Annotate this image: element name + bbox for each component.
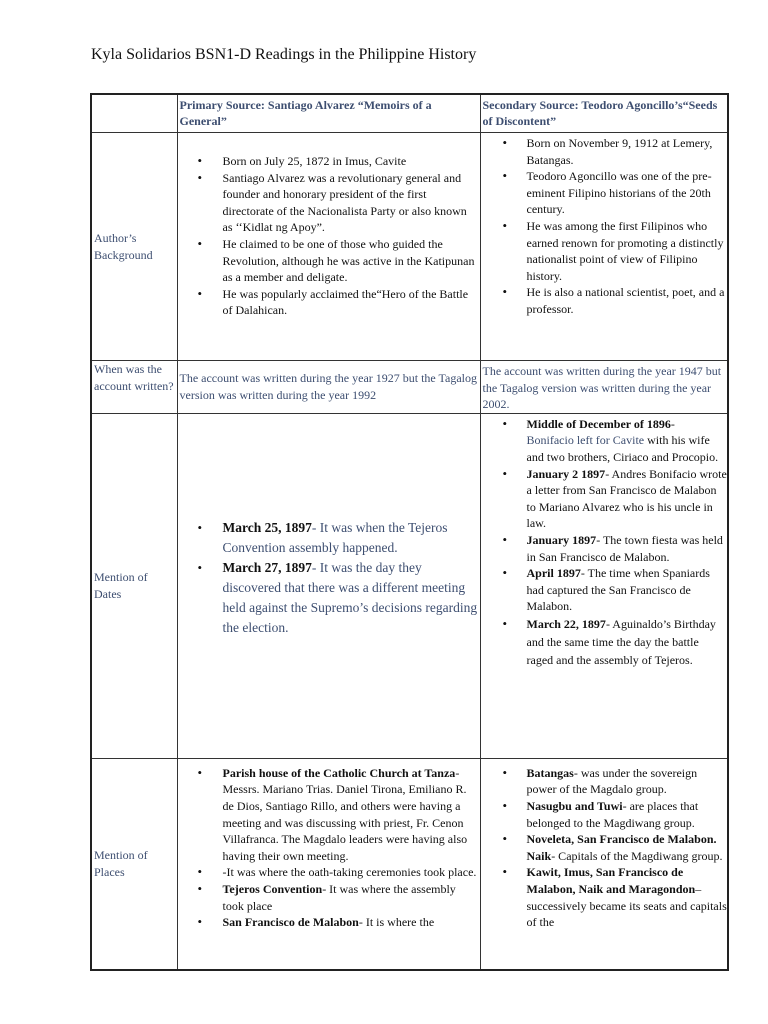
place-text: - was under the sovereign power of the Magdalo group. — [526, 765, 698, 797]
author-secondary-list — [481, 135, 728, 318]
place-label: Nasugbu and Tuwi — [526, 798, 623, 813]
places-secondary-cell — [480, 758, 728, 970]
date-text: - Andres Bonifacio wrote a letter from San Francisco de Malabon to Mariano Alvarez who is his uncle in law. — [526, 466, 727, 531]
place-label: Parish house of the Catholic Church at Tanza — [222, 765, 456, 780]
date-text: - The time when Spaniards had captured the San Francisco de Malabon. — [526, 566, 710, 614]
header-row — [91, 94, 728, 133]
row-label: When was the account written? — [94, 362, 174, 393]
place-text: – successively became its seats and capitals of the — [526, 881, 727, 930]
header-empty-cell — [91, 94, 177, 133]
place-label: Kawit, Imus, San Francisco de Malabon, Naik and Maragondon — [526, 865, 696, 896]
list-item: • He was among the first Filipinos who earned renown for promoting a distinctly nationalist point of view of Filipino history. — [527, 218, 728, 284]
comparison-table — [90, 93, 729, 971]
places-primary-list — [178, 765, 480, 931]
list-item — [527, 798, 728, 831]
when-primary-cell — [177, 361, 480, 414]
date-label: March 22, 1897 — [526, 616, 606, 631]
place-label: Tejeros Convention — [222, 881, 323, 896]
date-text: with his wife and two brothers, Ciriaco and Procopio. — [526, 433, 719, 464]
row-dates — [91, 413, 728, 758]
date-text: - Aguinaldo’s Birthday and the same time the day the battle raged and the assembly of Tejeros. — [526, 616, 716, 667]
list-item: • Teodoro Agoncillo was one of the pre-eminent Filipino historians of the 20th century. — [527, 168, 728, 218]
row-label: Author’s Background — [94, 230, 153, 262]
when-secondary-text: The account was written during the year 1947 but the Tagalog version was written during the year 2002. — [482, 364, 722, 412]
row-label: Mention of Places — [94, 848, 148, 880]
date-label: April 1897 — [526, 566, 581, 581]
date-label: January 2 1897 — [526, 466, 606, 481]
list-item — [223, 914, 480, 931]
header-secondary: Secondary Source: Teodoro Agoncillo’s“Seeds of Discontent” — [482, 98, 718, 128]
when-primary-text: The account was written during the year 1927 but the Tagalog version was written during the year 1992 — [179, 371, 478, 402]
list-item — [527, 864, 728, 930]
list-item — [527, 831, 728, 864]
author-primary-list — [178, 153, 480, 319]
place-label: Batangas — [526, 765, 574, 780]
list-item — [223, 765, 480, 865]
place-text: - Messrs. Mariano Trias. Daniel Tirona, Emiliano R. de Dios, Santiago Rillo, and others were having a meeting and was discussing with priest, Fr. Cenon Villafranca. The Magdalo leaders were having also having their own meeting. — [222, 765, 468, 863]
place-text: - are places that belonged to the Magdiwang group. — [526, 798, 699, 830]
date-text: - — [670, 416, 675, 431]
dates-primary-cell — [177, 413, 480, 758]
list-item — [527, 532, 728, 565]
list-item: • He claimed to be one of those who guided the Revolution, although he was active in the Katipunan as a member and deligate. — [223, 236, 480, 286]
page-title: Kyla Solidarios BSN1-D Readings in the Philippine History — [91, 46, 477, 63]
places-primary-cell — [177, 758, 480, 970]
dates-secondary-list — [481, 416, 728, 669]
list-item: • Santiago Alvarez was a revolutionary general and founder and honorary president of the first directorate of the Nacionalista Party or also known as ‘‘Kidlat ng Apoy”. — [223, 170, 480, 236]
dates-secondary-cell — [480, 413, 728, 758]
list-item — [223, 864, 480, 881]
row-when-label-cell — [91, 361, 177, 414]
author-primary-cell — [177, 133, 480, 361]
dates-primary-list — [178, 518, 480, 638]
date-text: - It was when the Tejeros Convention assembly happened. — [222, 519, 448, 555]
list-item — [527, 466, 728, 532]
row-author-label-cell — [91, 133, 177, 361]
place-label: Noveleta, San Francisco de Malabon. Naik — [526, 832, 717, 863]
list-item: • He is also a national scientist, poet, and a professor. — [527, 284, 728, 317]
place-text: - It was where the assembly took place — [222, 881, 456, 913]
date-label: March 25, 1897 — [222, 519, 312, 535]
date-label: Middle of December of 1896 — [526, 416, 671, 431]
row-label: Mention of Dates — [94, 570, 148, 601]
author-secondary-cell — [480, 133, 728, 361]
row-author — [91, 133, 728, 361]
header-primary: Primary Source: Santiago Alvarez “Memoirs of a General” — [179, 98, 432, 128]
list-item — [527, 615, 728, 669]
date-text: - It was the day they discovered that there was a different meeting held against the Supremo’s decisions regarding the election. — [222, 559, 478, 635]
list-item — [223, 881, 480, 914]
header-secondary-cell — [480, 94, 728, 133]
row-places — [91, 758, 728, 970]
list-item — [223, 558, 480, 638]
place-text: - Capitals of the Magdiwang group. — [551, 848, 723, 863]
list-item — [223, 518, 480, 558]
list-item: • Born on November 9, 1912 at Lemery, Batangas. — [527, 135, 728, 168]
places-secondary-list — [481, 765, 728, 931]
date-label: March 27, 1897 — [222, 559, 312, 575]
row-places-label-cell — [91, 758, 177, 970]
list-item: • He was popularly acclaimed the“Hero of the Battle of Dalahican. — [223, 286, 480, 319]
place-text: - It is where the — [358, 915, 435, 930]
header-primary-cell — [177, 94, 480, 133]
list-item: • Born on July 25, 1872 in Imus, Cavite — [223, 153, 480, 170]
list-item — [527, 416, 728, 466]
date-text-highlight: Bonifacio left for Cavite — [526, 433, 645, 448]
when-secondary-cell — [480, 361, 728, 414]
place-text: -It was where the oath-taking ceremonies took place. — [222, 865, 477, 880]
list-item — [527, 765, 728, 798]
row-when — [91, 361, 728, 414]
date-label: January 1897 — [526, 532, 597, 547]
list-item — [527, 565, 728, 615]
row-dates-label-cell — [91, 413, 177, 758]
date-text: - The town fiesta was held in San Francisco de Malabon. — [526, 532, 723, 564]
place-label: San Francisco de Malabon — [222, 915, 359, 930]
